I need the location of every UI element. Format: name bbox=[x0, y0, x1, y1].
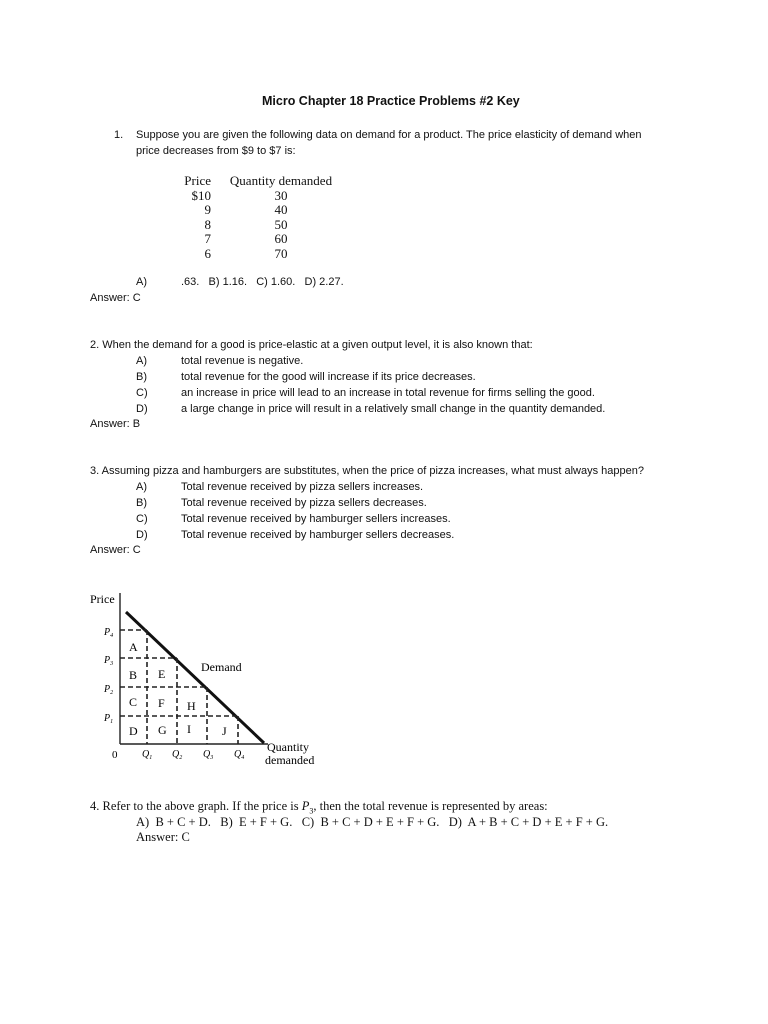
q2-option-text: an increase in price will lead to an increase in total revenue for firms selling the good. bbox=[181, 387, 595, 399]
q3-option-letter: D) bbox=[136, 529, 148, 541]
demand-table-header bbox=[175, 174, 341, 189]
quantity-cell: 40 bbox=[274, 202, 288, 218]
q3-stem: 3. Assuming pizza and hamburgers are substitutes, when the price of pizza increases, what must always happen? bbox=[90, 465, 644, 477]
table-row bbox=[175, 218, 341, 233]
q3-option-letter: C) bbox=[136, 513, 148, 525]
q3-option-letter: A) bbox=[136, 481, 147, 493]
area-c-label: C bbox=[129, 695, 138, 709]
q4-answer: Answer: C bbox=[136, 830, 190, 844]
graph-axes bbox=[120, 593, 268, 744]
page-title: Micro Chapter 18 Practice Problems #2 Key bbox=[262, 94, 520, 108]
q4-stem bbox=[90, 799, 548, 816]
origin-label: 0 bbox=[112, 749, 118, 761]
q3-option-text: Total revenue received by hamburger sellers decreases. bbox=[181, 529, 455, 541]
table-row bbox=[175, 247, 341, 262]
q1-stem-line1: Suppose you are given the following data on demand for a product. The price elasticity of demand when bbox=[136, 129, 642, 141]
price-tick-labels bbox=[103, 627, 113, 725]
q2-option-letter: B) bbox=[136, 371, 147, 383]
q3-answer: Answer: C bbox=[90, 544, 141, 556]
area-labels bbox=[129, 640, 227, 738]
area-d-label: D bbox=[129, 724, 138, 738]
q2-option-text: total revenue for the good will increase if its price decreases. bbox=[181, 371, 476, 383]
area-i-label: I bbox=[187, 722, 191, 736]
q2-option-letter: D) bbox=[136, 403, 148, 415]
q2-option-text: a large change in price will result in a relatively small change in the quantity demanded. bbox=[181, 403, 606, 415]
price-header: Price bbox=[184, 173, 211, 188]
table-row bbox=[175, 232, 341, 247]
x-axis-label-line1: Quantity bbox=[267, 740, 309, 754]
q2-label: $Q_2$ bbox=[172, 749, 183, 761]
quantity-cell: 60 bbox=[274, 231, 288, 247]
area-e-label: E bbox=[158, 667, 166, 681]
q4-price-symbol: P bbox=[301, 799, 310, 813]
quantity-cell: 50 bbox=[274, 216, 288, 232]
q1-choice-letter: A) bbox=[136, 276, 147, 288]
p1-label: $P_1$ bbox=[104, 713, 114, 725]
q3-option-letter: B) bbox=[136, 497, 147, 509]
quantity-tick-labels bbox=[142, 749, 244, 761]
table-row bbox=[175, 203, 341, 218]
q1-number: 1. bbox=[114, 129, 124, 141]
q2-option-text: total revenue is negative. bbox=[181, 355, 304, 367]
price-cell: 9 bbox=[204, 202, 211, 218]
area-g-label: G bbox=[158, 723, 167, 737]
q2-option-letter: A) bbox=[136, 355, 147, 367]
q3-option-text: Total revenue received by hamburger sellers increases. bbox=[181, 513, 451, 525]
demand-graph bbox=[0, 580, 360, 780]
p2-label: $P_2$ bbox=[104, 684, 114, 696]
area-b-label: B bbox=[129, 668, 138, 682]
q4-price-subscript: 3 bbox=[309, 806, 314, 816]
area-j-label: J bbox=[222, 724, 227, 738]
quantity-header: Quantity demanded bbox=[229, 173, 333, 188]
demand-label: Demand bbox=[201, 660, 242, 674]
price-cell: 6 bbox=[204, 245, 211, 261]
q2-stem: 2. When the demand for a good is price-elastic at a given output level, it is also known that: bbox=[90, 339, 533, 351]
q4-stem-pre: 4. Refer to the above graph. If the price is bbox=[90, 799, 302, 813]
price-cell: $10 bbox=[191, 187, 211, 203]
area-a-label: A bbox=[129, 640, 138, 654]
q3-label: $Q_3$ bbox=[203, 749, 214, 761]
price-cell: 8 bbox=[204, 216, 211, 232]
price-cell: 7 bbox=[204, 231, 211, 247]
p4-label: $P_4$ bbox=[104, 627, 114, 639]
quantity-cell: 70 bbox=[274, 245, 288, 261]
q1-label: $Q_1$ bbox=[142, 749, 153, 761]
area-h-label: H bbox=[187, 699, 196, 713]
q2-answer: Answer: B bbox=[90, 418, 141, 430]
q4-stem-post: , then the total revenue is represented by areas: bbox=[313, 799, 548, 813]
demand-table bbox=[175, 174, 341, 262]
x-axis-label-line2: demanded bbox=[265, 753, 315, 767]
table-row bbox=[175, 189, 341, 204]
q4-label: $Q_4$ bbox=[234, 749, 245, 761]
y-axis-label: Price bbox=[90, 592, 115, 606]
q1-answer: Answer: C bbox=[90, 292, 141, 304]
q1-stem-line2: price decreases from $9 to $7 is: bbox=[136, 145, 296, 157]
q2-option-letter: C) bbox=[136, 387, 148, 399]
p3-label: $P_3$ bbox=[104, 655, 114, 667]
quantity-cell: 30 bbox=[274, 187, 288, 203]
q1-choices: .63. B) 1.16. C) 1.60. D) 2.27. bbox=[181, 276, 344, 288]
q3-option-text: Total revenue received by pizza sellers increases. bbox=[181, 481, 424, 493]
area-f-label: F bbox=[158, 696, 165, 710]
q3-option-text: Total revenue received by pizza sellers decreases. bbox=[181, 497, 427, 509]
q4-choices: A) B + C + D. B) E + F + G. C) B + C + D + E + F + G. D) A + B + C + D + E + F + G. bbox=[136, 815, 609, 829]
